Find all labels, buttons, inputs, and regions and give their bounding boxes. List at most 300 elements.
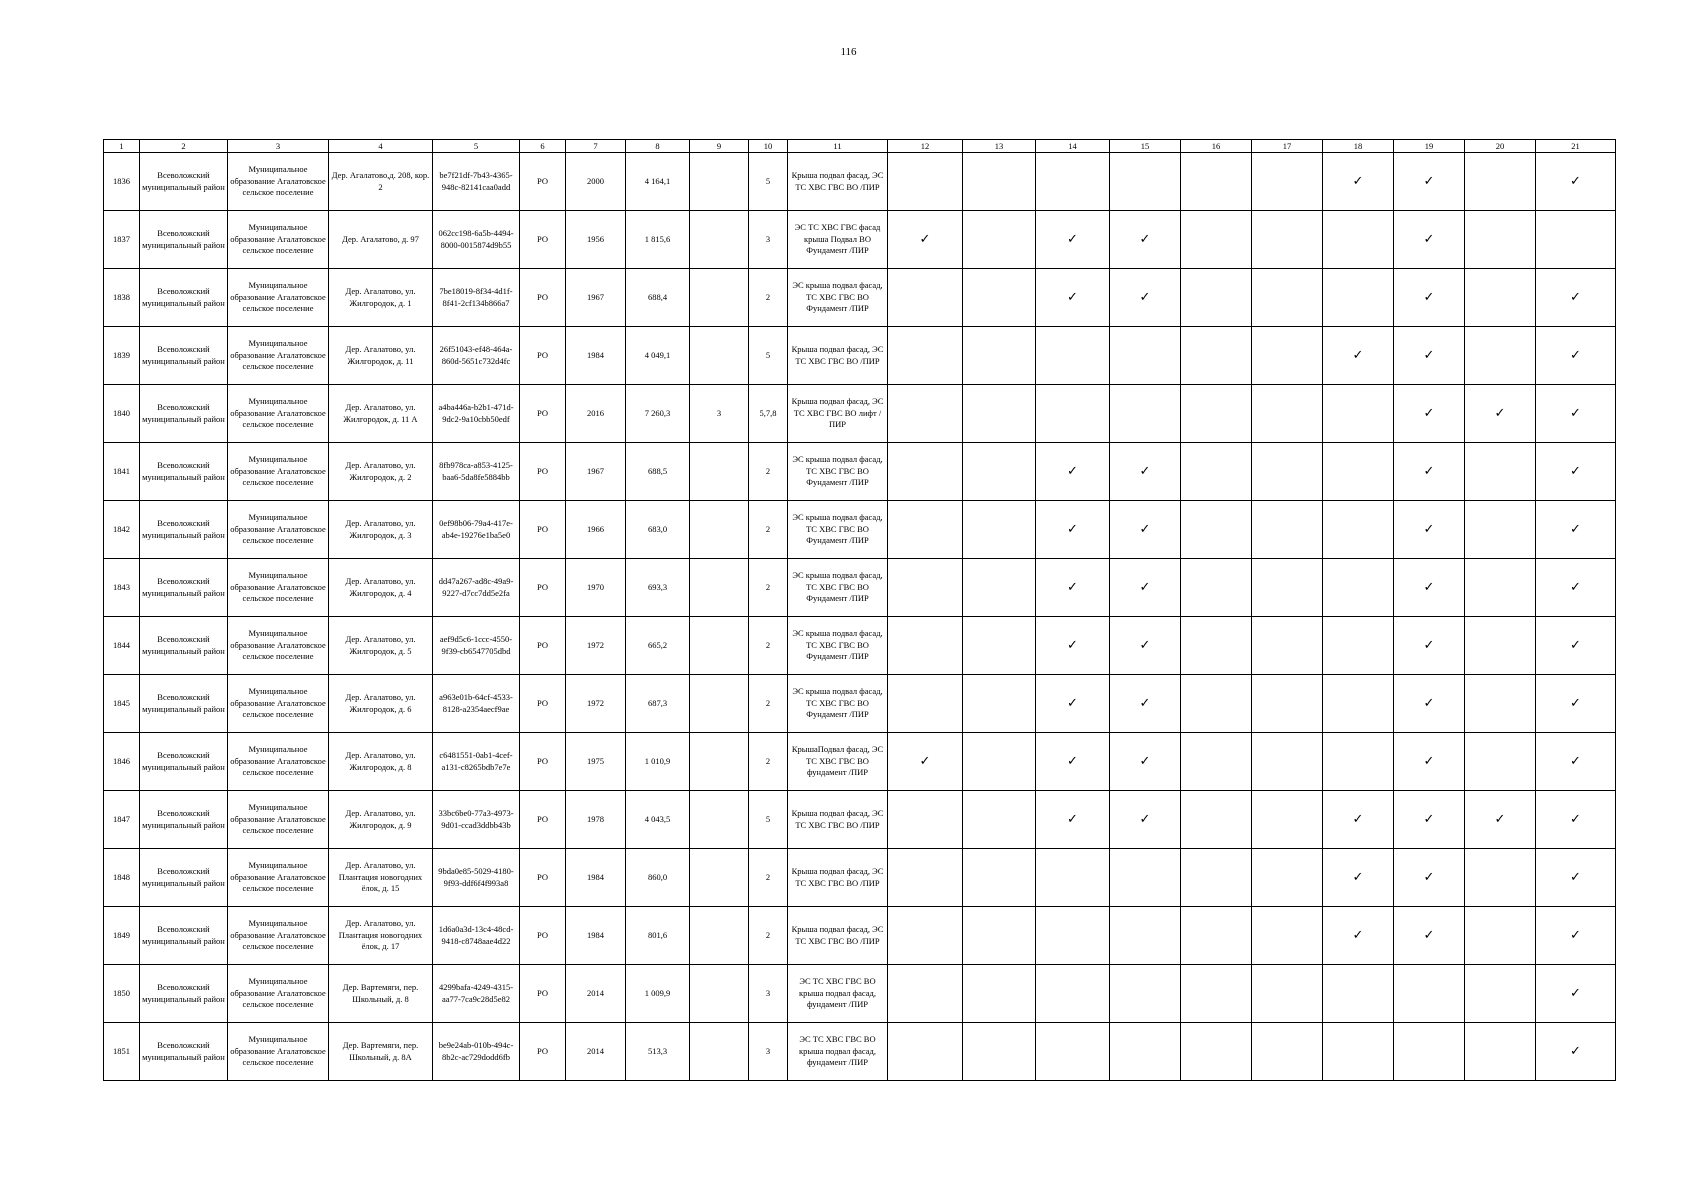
check-mark-icon: ✓ (1036, 733, 1110, 791)
cell-col-16 (1181, 1023, 1252, 1081)
cell-col-14 (1036, 1023, 1110, 1081)
cell-col-20 (1465, 617, 1536, 675)
cell-col-5: 7be18019-8f34-4d1f-8f41-2cf134b866a7 (433, 269, 520, 327)
column-header-14: 14 (1036, 140, 1110, 153)
cell-col-10: 2 (749, 617, 788, 675)
table-row (104, 153, 1616, 211)
cell-col-3: Муниципальное образование Агалатовское сельское поселение (228, 617, 329, 675)
cell-col-9 (690, 211, 749, 269)
cell-col-7: 2016 (566, 385, 626, 443)
cell-col-9 (690, 443, 749, 501)
check-mark-icon: ✓ (1036, 791, 1110, 849)
cell-col-18 (1323, 559, 1394, 617)
table-row (104, 849, 1616, 907)
cell-col-5: c6481551-0ab1-4cef-a131-c8265bdb7e7e (433, 733, 520, 791)
cell-col-17 (1252, 559, 1323, 617)
cell-col-13 (963, 1023, 1036, 1081)
cell-col-9 (690, 675, 749, 733)
table-row (104, 559, 1616, 617)
cell-col-6: РО (520, 1023, 566, 1081)
column-header-3: 3 (228, 140, 329, 153)
check-mark-icon: ✓ (1110, 501, 1181, 559)
cell-col-5: 0ef98b06-79a4-417e-ab4e-19276e1ba5e0 (433, 501, 520, 559)
check-mark-icon: ✓ (1536, 443, 1616, 501)
cell-col-5: 062cc198-6a5b-4494-8000-0015874d9b55 (433, 211, 520, 269)
cell-col-13 (963, 501, 1036, 559)
column-header-5: 5 (433, 140, 520, 153)
cell-col-16 (1181, 385, 1252, 443)
check-mark-icon: ✓ (1394, 559, 1465, 617)
cell-col-3: Муниципальное образование Агалатовское сельское поселение (228, 849, 329, 907)
cell-col-13 (963, 907, 1036, 965)
cell-col-4: Дер. Агалатово, ул. Жилгородок, д. 9 (329, 791, 433, 849)
check-mark-icon: ✓ (1394, 211, 1465, 269)
cell-col-17 (1252, 675, 1323, 733)
table-row (104, 965, 1616, 1023)
table-row (104, 501, 1616, 559)
check-mark-icon: ✓ (1536, 965, 1616, 1023)
cell-col-12 (888, 791, 963, 849)
cell-col-4: Дер. Агалатово, ул. Жилгородок, д. 6 (329, 675, 433, 733)
cell-col-11: ЭС крыша подвал фасад, ТС ХВС ГВС ВО Фундамент /ПИР (788, 675, 888, 733)
cell-col-17 (1252, 791, 1323, 849)
check-mark-icon: ✓ (1536, 617, 1616, 675)
cell-col-8: 688,5 (626, 443, 690, 501)
cell-col-4: Дер. Агалатово, д. 97 (329, 211, 433, 269)
cell-col-20 (1465, 907, 1536, 965)
housing-register-table (103, 139, 1616, 1081)
cell-col-7: 2014 (566, 965, 626, 1023)
cell-col-7: 2000 (566, 153, 626, 211)
check-mark-icon: ✓ (1036, 675, 1110, 733)
cell-col-17 (1252, 443, 1323, 501)
cell-col-3: Муниципальное образование Агалатовское сельское поселение (228, 443, 329, 501)
cell-col-7: 1972 (566, 617, 626, 675)
cell-col-2: Всеволожский муниципальный район (140, 733, 228, 791)
check-mark-icon: ✓ (1394, 733, 1465, 791)
cell-col-20 (1465, 1023, 1536, 1081)
cell-col-7: 2014 (566, 1023, 626, 1081)
cell-col-17 (1252, 269, 1323, 327)
cell-col-11: КрышаПодвал фасад, ЭС ТС ХВС ГВС ВО фундамент /ПИР (788, 733, 888, 791)
cell-col-17 (1252, 327, 1323, 385)
cell-col-14 (1036, 327, 1110, 385)
cell-col-7: 1975 (566, 733, 626, 791)
cell-col-15 (1110, 1023, 1181, 1081)
cell-col-15 (1110, 327, 1181, 385)
cell-col-18 (1323, 1023, 1394, 1081)
check-mark-icon: ✓ (1465, 791, 1536, 849)
cell-col-9 (690, 1023, 749, 1081)
cell-col-12 (888, 385, 963, 443)
check-mark-icon: ✓ (1036, 211, 1110, 269)
cell-col-13 (963, 849, 1036, 907)
cell-col-17 (1252, 617, 1323, 675)
cell-col-17 (1252, 385, 1323, 443)
check-mark-icon: ✓ (1110, 617, 1181, 675)
cell-col-9 (690, 907, 749, 965)
cell-col-11: ЭС ТС ХВС ГВС ВО крыша подвал фасад, фундамент /ПИР (788, 965, 888, 1023)
cell-col-3: Муниципальное образование Агалатовское сельское поселение (228, 501, 329, 559)
check-mark-icon: ✓ (1394, 791, 1465, 849)
cell-col-17 (1252, 849, 1323, 907)
cell-col-1: 1845 (104, 675, 140, 733)
column-header-6: 6 (520, 140, 566, 153)
check-mark-icon: ✓ (1536, 269, 1616, 327)
cell-col-20 (1465, 153, 1536, 211)
cell-col-6: РО (520, 791, 566, 849)
cell-col-11: ЭС крыша подвал фасад, ТС ХВС ГВС ВО Фундамент /ПИР (788, 269, 888, 327)
cell-col-4: Дер. Агалатово, ул. Жилгородок, д. 4 (329, 559, 433, 617)
cell-col-17 (1252, 733, 1323, 791)
check-mark-icon: ✓ (1110, 791, 1181, 849)
cell-col-11: ЭС крыша подвал фасад, ТС ХВС ГВС ВО Фундамент /ПИР (788, 443, 888, 501)
check-mark-icon: ✓ (1394, 327, 1465, 385)
check-mark-icon: ✓ (1394, 849, 1465, 907)
cell-col-10: 5,7,8 (749, 385, 788, 443)
cell-col-7: 1970 (566, 559, 626, 617)
cell-col-16 (1181, 443, 1252, 501)
check-mark-icon: ✓ (1536, 907, 1616, 965)
check-mark-icon: ✓ (1036, 269, 1110, 327)
cell-col-13 (963, 791, 1036, 849)
cell-col-3: Муниципальное образование Агалатовское сельское поселение (228, 733, 329, 791)
cell-col-3: Муниципальное образование Агалатовское сельское поселение (228, 1023, 329, 1081)
cell-col-14 (1036, 153, 1110, 211)
table-row (104, 1023, 1616, 1081)
cell-col-2: Всеволожский муниципальный район (140, 211, 228, 269)
cell-col-18 (1323, 965, 1394, 1023)
cell-col-1: 1836 (104, 153, 140, 211)
cell-col-20 (1465, 443, 1536, 501)
cell-col-20 (1465, 501, 1536, 559)
cell-col-8: 687,3 (626, 675, 690, 733)
cell-col-17 (1252, 501, 1323, 559)
cell-col-9 (690, 733, 749, 791)
column-header-11: 11 (788, 140, 888, 153)
cell-col-5: a4ba446a-b2b1-471d-9dc2-9a10cbb50edf (433, 385, 520, 443)
cell-col-16 (1181, 733, 1252, 791)
cell-col-10: 2 (749, 907, 788, 965)
cell-col-4: Дер. Агалатово,д. 208, кор. 2 (329, 153, 433, 211)
cell-col-8: 1 815,6 (626, 211, 690, 269)
check-mark-icon: ✓ (1536, 1023, 1616, 1081)
cell-col-11: ЭС крыша подвал фасад, ТС ХВС ГВС ВО Фундамент /ПИР (788, 559, 888, 617)
cell-col-4: Дер. Агалатово, ул. Жилгородок, д. 1 (329, 269, 433, 327)
cell-col-11: Крыша подвал фасад, ЭС ТС ХВС ГВС ВО /ПИР (788, 791, 888, 849)
cell-col-5: be7f21df-7b43-4365-948c-82141caa0add (433, 153, 520, 211)
cell-col-9: 3 (690, 385, 749, 443)
cell-col-18 (1323, 385, 1394, 443)
check-mark-icon: ✓ (1394, 501, 1465, 559)
cell-col-18 (1323, 443, 1394, 501)
table-row (104, 907, 1616, 965)
cell-col-10: 5 (749, 327, 788, 385)
cell-col-11: ЭС крыша подвал фасад, ТС ХВС ГВС ВО Фундамент /ПИР (788, 501, 888, 559)
cell-col-10: 2 (749, 443, 788, 501)
cell-col-7: 1972 (566, 675, 626, 733)
cell-col-3: Муниципальное образование Агалатовское сельское поселение (228, 211, 329, 269)
check-mark-icon: ✓ (1110, 733, 1181, 791)
cell-col-9 (690, 559, 749, 617)
cell-col-2: Всеволожский муниципальный район (140, 791, 228, 849)
cell-col-8: 683,0 (626, 501, 690, 559)
cell-col-16 (1181, 675, 1252, 733)
cell-col-18 (1323, 269, 1394, 327)
table-row (104, 327, 1616, 385)
cell-col-6: РО (520, 443, 566, 501)
cell-col-6: РО (520, 211, 566, 269)
cell-col-4: Дер. Вартемяги, пер. Школьный, д. 8А (329, 1023, 433, 1081)
cell-col-6: РО (520, 269, 566, 327)
cell-col-3: Муниципальное образование Агалатовское сельское поселение (228, 965, 329, 1023)
table-row (104, 443, 1616, 501)
cell-col-2: Всеволожский муниципальный район (140, 907, 228, 965)
check-mark-icon: ✓ (1536, 385, 1616, 443)
cell-col-20 (1465, 269, 1536, 327)
cell-col-5: 8fb978ca-a853-4125-baa6-5da8fe5884bb (433, 443, 520, 501)
cell-col-7: 1984 (566, 327, 626, 385)
cell-col-11: ЭС крыша подвал фасад, ТС ХВС ГВС ВО Фундамент /ПИР (788, 617, 888, 675)
cell-col-12 (888, 501, 963, 559)
cell-col-10: 5 (749, 791, 788, 849)
cell-col-4: Дер. Агалатово, ул. Жилгородок, д. 5 (329, 617, 433, 675)
cell-col-16 (1181, 907, 1252, 965)
table-body (104, 153, 1616, 1081)
cell-col-4: Дер. Агалатово, ул. Жилгородок, д. 2 (329, 443, 433, 501)
cell-col-2: Всеволожский муниципальный район (140, 559, 228, 617)
cell-col-11: Крыша подвал фасад, ЭС ТС ХВС ГВС ВО /ПИР (788, 153, 888, 211)
check-mark-icon: ✓ (1536, 501, 1616, 559)
cell-col-17 (1252, 211, 1323, 269)
cell-col-4: Дер. Агалатово, ул. Жилгородок, д. 8 (329, 733, 433, 791)
cell-col-11: Крыша подвал фасад, ЭС ТС ХВС ГВС ВО лифт /ПИР (788, 385, 888, 443)
cell-col-13 (963, 617, 1036, 675)
cell-col-13 (963, 211, 1036, 269)
cell-col-4: Дер. Агалатово, ул. Плантация новогодних ёлок, д. 17 (329, 907, 433, 965)
table-row (104, 675, 1616, 733)
cell-col-9 (690, 849, 749, 907)
cell-col-6: РО (520, 617, 566, 675)
cell-col-9 (690, 617, 749, 675)
column-header-1: 1 (104, 140, 140, 153)
cell-col-12 (888, 269, 963, 327)
cell-col-1: 1849 (104, 907, 140, 965)
cell-col-6: РО (520, 385, 566, 443)
check-mark-icon: ✓ (1323, 849, 1394, 907)
cell-col-5: be9e24ab-010b-494c-8b2c-ac729dodd6fb (433, 1023, 520, 1081)
cell-col-4: Дер. Агалатово, ул. Жилгородок, д. 3 (329, 501, 433, 559)
cell-col-1: 1848 (104, 849, 140, 907)
cell-col-15 (1110, 907, 1181, 965)
column-header-9: 9 (690, 140, 749, 153)
cell-col-20 (1465, 965, 1536, 1023)
cell-col-7: 1967 (566, 269, 626, 327)
cell-col-8: 693,3 (626, 559, 690, 617)
cell-col-5: a963e01b-64cf-4533-8128-a2354aecf9ae (433, 675, 520, 733)
cell-col-7: 1984 (566, 849, 626, 907)
column-header-7: 7 (566, 140, 626, 153)
cell-col-12 (888, 965, 963, 1023)
check-mark-icon: ✓ (1036, 559, 1110, 617)
cell-col-7: 1984 (566, 907, 626, 965)
cell-col-2: Всеволожский муниципальный район (140, 153, 228, 211)
header-row (104, 140, 1616, 153)
cell-col-8: 513,3 (626, 1023, 690, 1081)
table-row (104, 269, 1616, 327)
cell-col-9 (690, 269, 749, 327)
cell-col-4: Дер. Вартемяги, пер. Школьный, д. 8 (329, 965, 433, 1023)
cell-col-2: Всеволожский муниципальный район (140, 965, 228, 1023)
column-header-17: 17 (1252, 140, 1323, 153)
cell-col-18 (1323, 617, 1394, 675)
cell-col-17 (1252, 153, 1323, 211)
cell-col-17 (1252, 907, 1323, 965)
cell-col-1: 1844 (104, 617, 140, 675)
cell-col-3: Муниципальное образование Агалатовское сельское поселение (228, 269, 329, 327)
column-header-10: 10 (749, 140, 788, 153)
check-mark-icon: ✓ (1036, 501, 1110, 559)
column-header-20: 20 (1465, 140, 1536, 153)
check-mark-icon: ✓ (1323, 791, 1394, 849)
table-header (104, 140, 1616, 153)
check-mark-icon: ✓ (888, 733, 963, 791)
check-mark-icon: ✓ (1323, 327, 1394, 385)
check-mark-icon: ✓ (1394, 617, 1465, 675)
cell-col-9 (690, 153, 749, 211)
check-mark-icon: ✓ (1110, 269, 1181, 327)
cell-col-13 (963, 269, 1036, 327)
cell-col-12 (888, 907, 963, 965)
check-mark-icon: ✓ (1110, 443, 1181, 501)
cell-col-13 (963, 327, 1036, 385)
column-header-12: 12 (888, 140, 963, 153)
cell-col-18 (1323, 211, 1394, 269)
cell-col-10: 2 (749, 675, 788, 733)
cell-col-14 (1036, 849, 1110, 907)
cell-col-20 (1465, 559, 1536, 617)
check-mark-icon: ✓ (1394, 443, 1465, 501)
cell-col-15 (1110, 965, 1181, 1023)
check-mark-icon: ✓ (1323, 907, 1394, 965)
table-row (104, 791, 1616, 849)
cell-col-8: 665,2 (626, 617, 690, 675)
cell-col-10: 2 (749, 733, 788, 791)
cell-col-1: 1839 (104, 327, 140, 385)
cell-col-8: 688,4 (626, 269, 690, 327)
cell-col-10: 2 (749, 269, 788, 327)
check-mark-icon: ✓ (1323, 153, 1394, 211)
column-header-4: 4 (329, 140, 433, 153)
cell-col-12 (888, 849, 963, 907)
cell-col-18 (1323, 675, 1394, 733)
cell-col-7: 1978 (566, 791, 626, 849)
cell-col-2: Всеволожский муниципальный район (140, 269, 228, 327)
cell-col-6: РО (520, 965, 566, 1023)
cell-col-16 (1181, 153, 1252, 211)
check-mark-icon: ✓ (888, 211, 963, 269)
cell-col-6: РО (520, 327, 566, 385)
cell-col-3: Муниципальное образование Агалатовское сельское поселение (228, 327, 329, 385)
column-header-21: 21 (1536, 140, 1616, 153)
cell-col-7: 1956 (566, 211, 626, 269)
cell-col-18 (1323, 733, 1394, 791)
check-mark-icon: ✓ (1536, 675, 1616, 733)
cell-col-1: 1841 (104, 443, 140, 501)
cell-col-5: 1d6a0a3d-13c4-48cd-9418-c8748aae4d22 (433, 907, 520, 965)
cell-col-5: 9bda0e85-5029-4180-9f93-ddf6f4f993a8 (433, 849, 520, 907)
cell-col-12 (888, 327, 963, 385)
cell-col-16 (1181, 791, 1252, 849)
check-mark-icon: ✓ (1110, 211, 1181, 269)
cell-col-10: 3 (749, 1023, 788, 1081)
cell-col-1: 1840 (104, 385, 140, 443)
cell-col-4: Дер. Агалатово, ул. Жилгородок, д. 11 (329, 327, 433, 385)
cell-col-8: 7 260,3 (626, 385, 690, 443)
cell-col-19 (1394, 965, 1465, 1023)
cell-col-6: РО (520, 675, 566, 733)
cell-col-8: 860,0 (626, 849, 690, 907)
check-mark-icon: ✓ (1110, 675, 1181, 733)
cell-col-11: Крыша подвал фасад, ЭС ТС ХВС ГВС ВО /ПИР (788, 907, 888, 965)
cell-col-3: Муниципальное образование Агалатовское сельское поселение (228, 559, 329, 617)
column-header-2: 2 (140, 140, 228, 153)
cell-col-2: Всеволожский муниципальный район (140, 617, 228, 675)
cell-col-14 (1036, 907, 1110, 965)
cell-col-2: Всеволожский муниципальный район (140, 385, 228, 443)
cell-col-7: 1967 (566, 443, 626, 501)
cell-col-11: Крыша подвал фасад, ЭС ТС ХВС ГВС ВО /ПИР (788, 849, 888, 907)
cell-col-20 (1465, 327, 1536, 385)
cell-col-9 (690, 501, 749, 559)
check-mark-icon: ✓ (1394, 385, 1465, 443)
check-mark-icon: ✓ (1110, 559, 1181, 617)
cell-col-5: 26f51043-ef48-464a-860d-5651c732d4fc (433, 327, 520, 385)
cell-col-7: 1966 (566, 501, 626, 559)
cell-col-1: 1850 (104, 965, 140, 1023)
cell-col-12 (888, 153, 963, 211)
check-mark-icon: ✓ (1394, 675, 1465, 733)
cell-col-9 (690, 965, 749, 1023)
cell-col-12 (888, 617, 963, 675)
check-mark-icon: ✓ (1536, 733, 1616, 791)
cell-col-20 (1465, 675, 1536, 733)
check-mark-icon: ✓ (1465, 385, 1536, 443)
cell-col-13 (963, 733, 1036, 791)
cell-col-20 (1465, 849, 1536, 907)
cell-col-3: Муниципальное образование Агалатовское сельское поселение (228, 791, 329, 849)
cell-col-6: РО (520, 907, 566, 965)
cell-col-3: Муниципальное образование Агалатовское сельское поселение (228, 907, 329, 965)
cell-col-8: 4 164,1 (626, 153, 690, 211)
cell-col-1: 1847 (104, 791, 140, 849)
cell-col-4: Дер. Агалатово, ул. Плантация новогодних ёлок, д. 15 (329, 849, 433, 907)
cell-col-1: 1843 (104, 559, 140, 617)
cell-col-16 (1181, 617, 1252, 675)
cell-col-13 (963, 385, 1036, 443)
cell-col-5: aef9d5c6-1ccc-4550-9f39-cb6547705dbd (433, 617, 520, 675)
cell-col-21 (1536, 211, 1616, 269)
cell-col-2: Всеволожский муниципальный район (140, 849, 228, 907)
cell-col-1: 1842 (104, 501, 140, 559)
cell-col-12 (888, 443, 963, 501)
cell-col-13 (963, 153, 1036, 211)
cell-col-13 (963, 965, 1036, 1023)
page-number: 116 (840, 46, 857, 58)
cell-col-12 (888, 675, 963, 733)
cell-col-6: РО (520, 559, 566, 617)
cell-col-5: dd47a267-ad8c-49a9-9227-d7cc7dd5e2fa (433, 559, 520, 617)
